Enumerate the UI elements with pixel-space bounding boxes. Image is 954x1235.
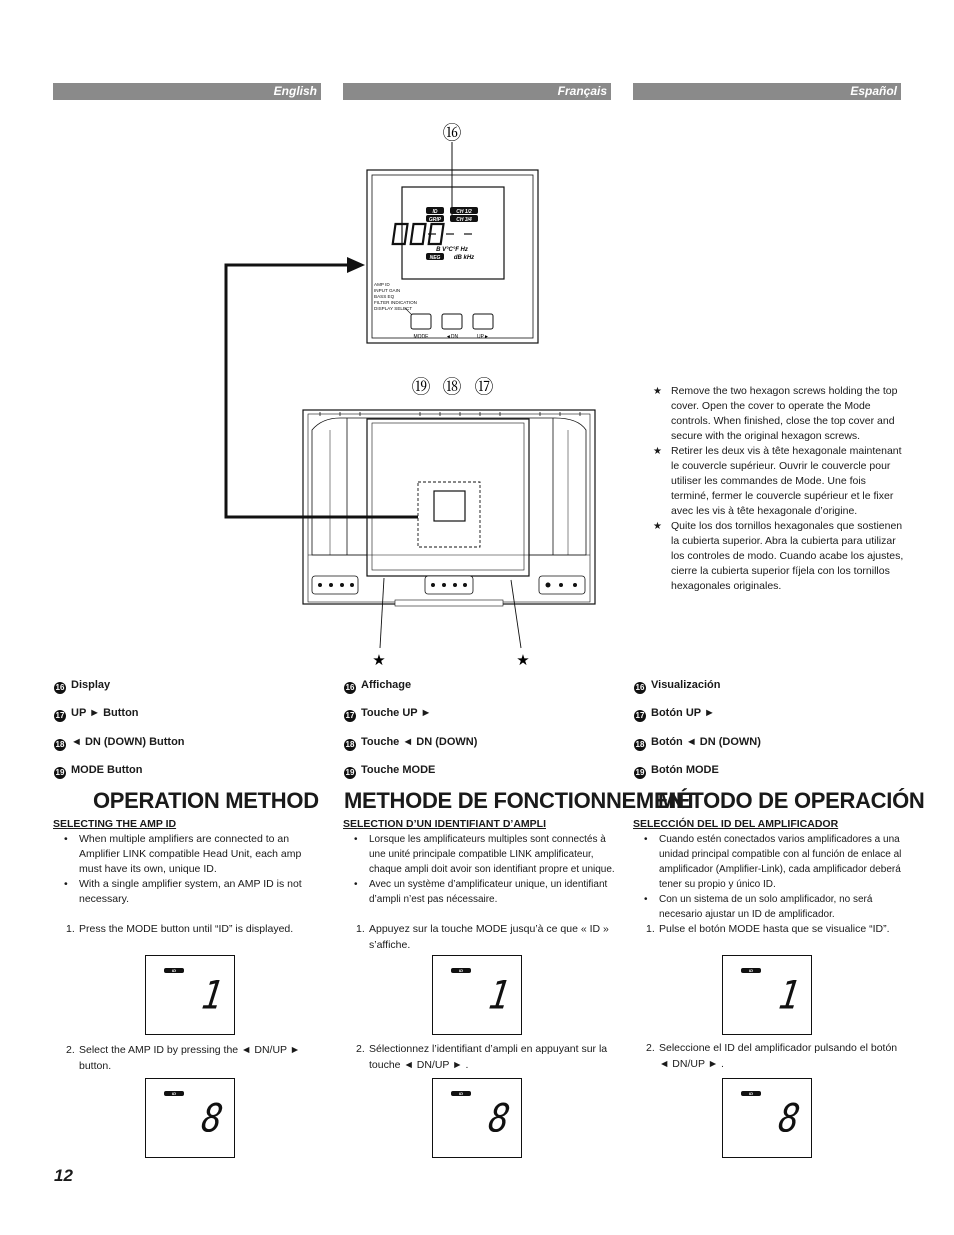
star-notes — [653, 384, 905, 594]
callout-up: ⑰ — [474, 376, 494, 398]
bullet-item: • Avec un système d’amplificateur unique, un identifiant d’ampli n’est pas nécessaire. — [343, 877, 615, 907]
lang-bar-english-label: English — [273, 84, 317, 98]
bullet-item: • Cuando estén conectados varios amplificadores a una unidad principal compatible con al función de enlace al amplificador (Amplifier-Link), cada amplificador deberá tener su propio y único ID. — [633, 832, 905, 892]
mode-button-label: MODE — [413, 334, 429, 340]
legend-number: 18 — [345, 740, 355, 749]
legend-item — [344, 678, 411, 694]
lang-bar-francais-label: Français — [557, 84, 607, 98]
lcd-id-1-fr — [432, 955, 522, 1035]
star-note-fr: ★ Retirer les deux vis à tête hexagonale maintenant le couvercle supérieur. Ouvrir le couvercle pour utiliser les commandes de Mode. Une fois terminé, fermer le couvercle supérieur et le fixer avec les vis à tête hexagonale d’origine. — [653, 444, 905, 519]
step-1-fr — [356, 921, 614, 953]
legend-item — [54, 706, 139, 722]
legend-label: Display — [71, 679, 111, 691]
legend-item — [344, 706, 431, 722]
subheading-en: SELECTING THE AMP ID — [53, 818, 177, 830]
display-tag-grip-text: GRIP — [428, 217, 442, 223]
step-number: 1. — [646, 923, 655, 935]
step-text: Pulse el botón MODE hasta que se visualice “ID”. — [659, 923, 890, 935]
lcd-id-tag: ID — [451, 968, 471, 973]
lcd-id-tag: ID — [741, 968, 761, 973]
lcd-digit: 8 — [198, 1096, 226, 1142]
lcd-digit: 1 — [198, 973, 226, 1019]
lcd-id-tag: ID — [741, 1091, 761, 1096]
legend-item — [344, 763, 435, 779]
legend-number: 17 — [345, 711, 355, 720]
lcd-digit: 1 — [485, 973, 513, 1019]
legend-number: 17 — [635, 711, 645, 720]
step-1-es — [646, 921, 906, 937]
subheading-fr: SELECTION D’UN IDENTIFIANT D’AMPLI — [343, 818, 546, 830]
legend-number: 19 — [345, 768, 355, 777]
step-text: Select the AMP ID by pressing the ◄ DN/UP ► button. — [79, 1044, 301, 1072]
panel-list-amp-id: AMP ID — [374, 282, 390, 287]
star-note-es: ★ Quite los dos tornillos hexagonales que sostienen la cubierta superior. Abra la cubierta para utilizar los controles de modo. Cuando acabe los ajustes, cierre la cubierta superior fíjela con los tornillos hexagonales originales. — [653, 519, 905, 594]
up-button-label: UP► — [477, 334, 489, 340]
panel-list-bass-eq: BASS EQ — [374, 294, 395, 299]
page-number: 12 — [54, 1166, 73, 1185]
step-number: 1. — [66, 923, 75, 935]
lcd-id-8-en — [145, 1078, 235, 1158]
legend-number: 19 — [55, 768, 65, 777]
legend-item — [634, 735, 761, 751]
lang-bar-espanol-label: Español — [850, 84, 897, 98]
legend-label: Botón UP ► — [651, 707, 715, 719]
lcd-id-1-en — [145, 955, 235, 1035]
bullet-list-es — [633, 832, 905, 922]
star-marker-left: ★ — [372, 651, 386, 669]
legend-label: MODE Button — [71, 764, 143, 776]
legend-number: 16 — [635, 683, 645, 692]
star-note-en: ★ Remove the two hexagon screws holding the top cover. Open the cover to operate the Mode controls. When finished, close the top cover and secure with the original hexagon screws. — [653, 384, 905, 444]
legend-label: Botón MODE — [651, 764, 719, 776]
display-tag-ch12-text: CH 1/2 — [456, 209, 472, 215]
bullet-item: • Con un sistema de un solo amplificador, no será necesario ajustar un ID de amplificador. — [633, 892, 905, 922]
heading-fr: METHODE DE FONCTIONNEMENT — [344, 788, 698, 813]
star-marker-right: ★ — [516, 651, 530, 669]
lcd-id-8-fr — [432, 1078, 522, 1158]
mode-controls-location — [434, 491, 465, 521]
legend-number: 17 — [55, 711, 65, 720]
callout-dn: ⑱ — [442, 376, 462, 398]
legend-label: Visualización — [651, 679, 721, 691]
lcd-id-tag: ID — [164, 968, 184, 973]
legend-item — [54, 735, 185, 751]
callout-mode: ⑲ — [411, 376, 431, 398]
step-2-es — [646, 1040, 904, 1072]
panel-list-input-gain: INPUT GAIN — [374, 288, 401, 293]
step-number: 1. — [356, 923, 365, 935]
bullet-list-fr — [343, 832, 615, 907]
heading-en: OPERATION METHOD — [93, 788, 319, 813]
up-button[interactable] — [473, 314, 493, 329]
bullet-item: • When multiple amplifiers are connected to an Amplifier LINK compatible Head Unit, each amp must have its own, unique ID. — [53, 832, 323, 877]
legend-item — [344, 735, 477, 751]
step-1-en — [66, 921, 324, 937]
legend-item — [634, 763, 719, 779]
legend-label: Touche MODE — [361, 764, 436, 776]
panel-list-display-select: DISPLAY SELECT — [374, 306, 413, 311]
lcd-id-8-es — [722, 1078, 812, 1158]
legend-label: Affichage — [361, 679, 412, 691]
legend-item — [634, 678, 721, 694]
bullet-item: • With a single amplifier system, an AMP ID is not necessary. — [53, 877, 323, 907]
lcd-digit: 8 — [485, 1096, 513, 1142]
step-number: 2. — [66, 1044, 75, 1056]
step-text: Press the MODE button until “ID” is displayed. — [79, 923, 294, 935]
bullet-list-en — [53, 832, 323, 907]
legend-label: Touche UP ► — [361, 707, 432, 719]
legend-number: 19 — [635, 768, 645, 777]
lcd-digit: 8 — [775, 1096, 803, 1142]
display-units-text: B V°C°F Hz — [436, 247, 468, 253]
lcd-id-tag: ID — [451, 1091, 471, 1096]
lcd-id-tag: ID — [164, 1091, 184, 1096]
legend-number: 16 — [345, 683, 355, 692]
panel-list-filter: FILTER INDICATION — [374, 300, 417, 305]
bullet-item: • Lorsque les amplificateurs multiples sont connectés à une unité principale compatible LINK amplificateur, chaque ampli doit avoir son identifiant propre et unique. — [343, 832, 615, 877]
legend-label: Botón ◄ DN (DOWN) — [651, 736, 761, 748]
dn-button-label: ◄DN — [445, 334, 459, 340]
mode-button[interactable] — [411, 314, 431, 329]
callout-arrowhead — [347, 257, 365, 273]
legend-item — [54, 678, 110, 694]
step-text: Appuyez sur la touche MODE jusqu’à ce que « ID » s’affiche. — [369, 923, 609, 951]
lcd-digit: 1 — [775, 973, 803, 1019]
step-text: Sélectionnez l’identifiant d’ampli en appuyant sur la touche ◄ DN/UP ► . — [369, 1043, 608, 1071]
step-2-fr — [356, 1041, 614, 1073]
display-tag-id-text: ID — [432, 209, 438, 215]
step-text: Seleccione el ID del amplificador pulsando el botón ◄ DN/UP ► . — [659, 1042, 898, 1070]
legend-item — [634, 706, 715, 722]
legend-label: UP ► Button — [71, 707, 139, 719]
display-tag-ch34-text: CH 3/4 — [456, 217, 472, 223]
subheading-es: SELECCIÓN DEL ID DEL AMPLIFICADOR — [633, 818, 839, 830]
step-number: 2. — [646, 1042, 655, 1054]
dn-button[interactable] — [442, 314, 462, 329]
callout-display: ⑯ — [442, 122, 462, 144]
legend-label: ◄ DN (DOWN) Button — [71, 736, 185, 748]
display-dbkhz-text: dB kHz — [453, 255, 475, 261]
display-tag-neg-text: NEG — [429, 255, 441, 261]
lcd-id-1-es — [722, 955, 812, 1035]
heading-es: MÉTODO DE OPERACIÓN — [658, 788, 925, 813]
legend-label: Touche ◄ DN (DOWN) — [361, 736, 478, 748]
legend-item — [54, 763, 142, 779]
legend-number: 16 — [55, 683, 65, 692]
display-window — [402, 187, 504, 279]
step-number: 2. — [356, 1043, 365, 1055]
step-2-en — [66, 1042, 324, 1074]
legend-number: 18 — [55, 740, 65, 749]
legend-number: 18 — [635, 740, 645, 749]
